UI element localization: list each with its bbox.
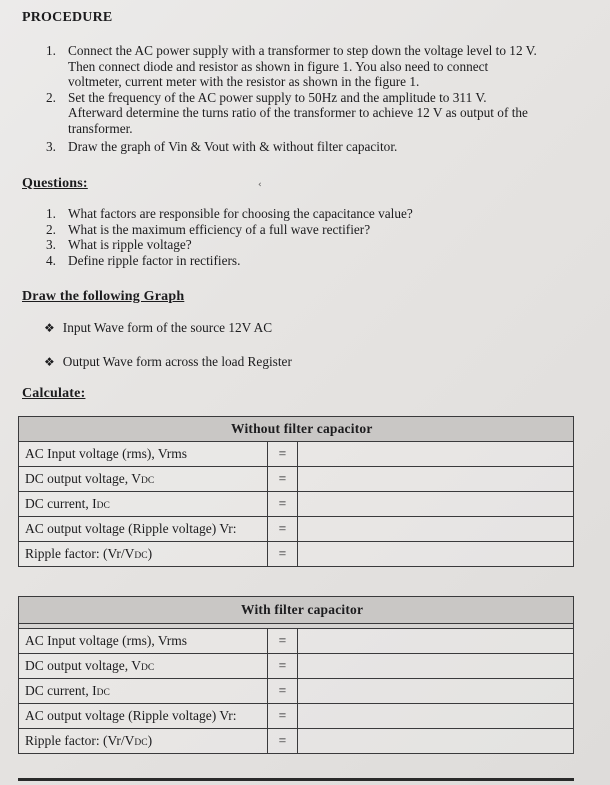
calc-table-without-filter [18, 416, 574, 567]
step-line: Set the frequency of the AC power supply to 50Hz and the amplitude to 311 V. [68, 89, 487, 105]
step-line: Afterward determine the turns ratio of the transformer to achieve 12 V as output of the [68, 105, 528, 120]
step-number: 2. [46, 89, 56, 105]
calc-table-with-filter [18, 596, 574, 754]
table-row [19, 729, 574, 754]
question-text: What is the maximum efficiency of a full wave rectifier? [68, 221, 371, 237]
diamond-bullet-icon: ❖ [44, 321, 55, 335]
bottom-rule [18, 778, 574, 781]
table-header: Without filter capacitor [19, 417, 574, 442]
stray-mark: ‹ [258, 180, 262, 190]
procedure-list [46, 43, 586, 155]
step-line: Then connect diode and resistor as shown in figure 1. You also need to connect [68, 58, 489, 74]
equals-sign: = [267, 679, 298, 704]
step-line: Draw the graph of Vin & Vout with & without filter capacitor. [68, 139, 398, 154]
equals-sign: = [267, 442, 298, 467]
bullet-text: Output Wave form across the load Register [62, 354, 292, 369]
row-label: Ripple factor: (Vr/VDC) [19, 729, 268, 754]
equals-sign: = [267, 542, 298, 567]
row-label: AC output voltage (Ripple voltage) Vr: [19, 517, 268, 542]
question-text: What is ripple voltage? [68, 237, 192, 252]
answer-field[interactable] [298, 467, 574, 492]
question-item [46, 237, 546, 253]
procedure-step [46, 90, 586, 137]
questions-list [46, 206, 546, 268]
table-row [19, 542, 574, 567]
equals-sign: = [267, 492, 298, 517]
row-label: AC Input voltage (rms), Vrms [19, 629, 268, 654]
step-line: voltmeter, current meter with the resistor as shown in the figure 1. [68, 74, 420, 89]
equals-sign: = [267, 654, 298, 679]
table-header: With filter capacitor [19, 597, 574, 624]
table-row [19, 467, 574, 492]
equals-sign: = [267, 517, 298, 542]
table-row [19, 442, 574, 467]
equals-sign: = [267, 467, 298, 492]
answer-field[interactable] [298, 517, 574, 542]
table-row [19, 629, 574, 654]
step-line: transformer. [68, 120, 133, 136]
questions-title: Questions: [22, 176, 88, 191]
answer-field[interactable] [298, 442, 574, 467]
question-number: 3. [46, 237, 56, 252]
row-label: AC output voltage (Ripple voltage) Vr: [19, 704, 268, 729]
row-label: DC current, IDC [19, 679, 268, 704]
row-label: DC output voltage, VDC [19, 467, 268, 492]
question-number: 1. [46, 206, 56, 221]
question-text: What factors are responsible for choosing the capacitance value? [68, 206, 413, 221]
table-row [19, 492, 574, 517]
answer-field[interactable] [298, 704, 574, 729]
row-label: AC Input voltage (rms), Vrms [19, 442, 268, 467]
row-label: Ripple factor: (Vr/VDC) [19, 542, 268, 567]
procedure-step [46, 139, 586, 155]
table-row [19, 517, 574, 542]
graph-bullet [44, 320, 272, 336]
answer-field[interactable] [298, 679, 574, 704]
step-number: 3. [46, 139, 56, 154]
question-number: 4. [46, 252, 56, 268]
table-row [19, 679, 574, 704]
question-number: 2. [46, 221, 56, 237]
graph-section-title: Draw the following Graph [22, 289, 185, 304]
answer-field[interactable] [298, 542, 574, 567]
table-row [19, 704, 574, 729]
answer-field[interactable] [298, 654, 574, 679]
answer-field[interactable] [298, 492, 574, 517]
answer-field[interactable] [298, 729, 574, 754]
answer-field[interactable] [298, 629, 574, 654]
procedure-title: PROCEDURE [22, 10, 113, 25]
equals-sign: = [267, 729, 298, 754]
procedure-step [46, 43, 586, 90]
question-text: Define ripple factor in rectifiers. [68, 252, 241, 268]
step-line: Connect the AC power supply with a transformer to step down the voltage level to 12 V. [68, 43, 537, 58]
step-number: 1. [46, 43, 56, 58]
diamond-bullet-icon: ❖ [44, 355, 55, 369]
bullet-text: Input Wave form of the source 12V AC [62, 320, 273, 335]
question-item [46, 206, 546, 222]
equals-sign: = [267, 704, 298, 729]
graph-bullet [44, 354, 292, 370]
calculate-title: Calculate: [22, 386, 86, 401]
row-label: DC output voltage, VDC [19, 654, 268, 679]
table-row [19, 654, 574, 679]
row-label: DC current, IDC [19, 492, 268, 517]
equals-sign: = [267, 629, 298, 654]
question-item [46, 253, 546, 269]
question-item [46, 222, 546, 238]
